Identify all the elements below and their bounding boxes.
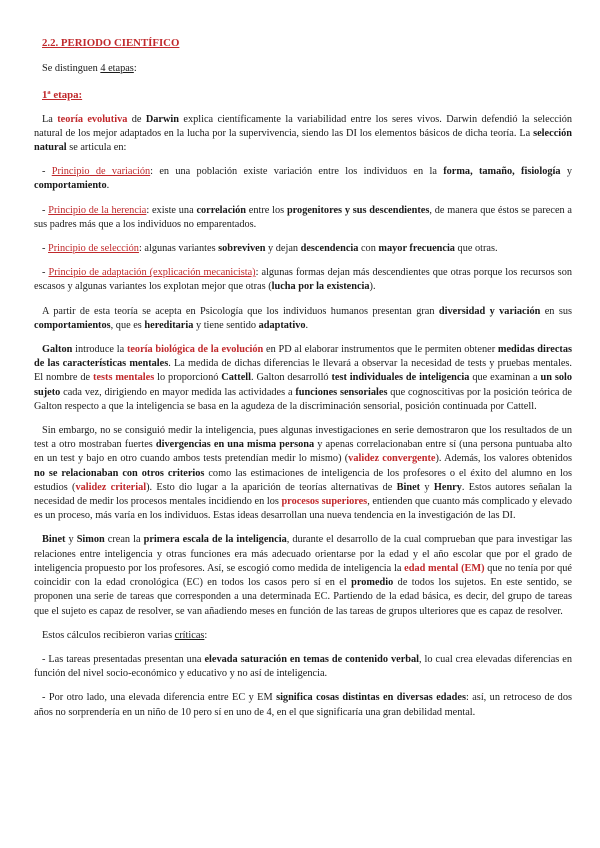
paragraph-critica-verbal (34, 653, 572, 681)
text: y (420, 481, 434, 493)
paragraph-critica-edades (34, 691, 572, 719)
term-seleccion-natural: selección natural (34, 127, 572, 154)
text: lo proporcionó (154, 372, 222, 384)
text: introduce la (72, 344, 127, 356)
text: . Galton desarrolló (251, 372, 332, 384)
term-saturacion-verbal: elevada saturación en temas de contenido verbal (204, 653, 420, 665)
text: . La medida de dichas diferencias le llevará a observar la necesidad de tests y pruebas mentales. El nombre de (34, 358, 572, 384)
text: y tiene sentido (193, 319, 259, 331)
term-comportamiento: comportamiento (34, 180, 107, 192)
text: , durante el desarrollo de la cual comprueban que para investigar las relaciones entre inteligencia y otras funciones era más adecuado orientarse por la edad y el año escolar que por el grado de inteligencia propuesto por los profesores. Así, se escogió como medida de inteligencia la (34, 534, 573, 574)
text: ). (369, 281, 376, 293)
term-adaptativo: adaptativo (258, 319, 306, 331)
term-henry: Henry (433, 481, 462, 493)
term-primera-escala: primera escala de la inteligencia (143, 534, 287, 546)
paragraph-psicologia (34, 305, 572, 333)
term-comportamientos: comportamientos (34, 319, 111, 331)
text: . (106, 180, 110, 192)
text: . Estos autores señalan la necesidad de medir los procesos mentales incidiendo en los (34, 481, 573, 508)
term-simon: Simon (76, 534, 105, 546)
term-divergencias: divergencias en una misma persona (155, 439, 315, 451)
text: , entienden que cuanto más complicado y elevado es un proceso, más varía en los individuos. Estas ideas desarrollan una nueva tendencia en la investigación de las DI. (34, 496, 572, 522)
text: ). Además, los valores obtenidos (435, 453, 572, 465)
text: - (42, 243, 49, 255)
paragraph-criticas (34, 629, 572, 643)
text: Sin embargo, no se consiguió medir la inteligencia, pues algunas investigaciones en serie demostraron que los resultados de un test a otro mostraban fuertes (34, 425, 572, 451)
text: : así, un retroceso de dos años no sorprendería en un niño de 10 pero sí en uno de 4, en el que significaría una gran debilidad mental. (34, 692, 572, 718)
text: : (204, 629, 208, 641)
term-hereditaria: hereditaria (144, 319, 194, 331)
term-medidas-directas: medidas directas de las características mentales (34, 344, 572, 370)
document-page (34, 36, 572, 720)
term-significa-cosas: significa cosas distintas en diversas edades (276, 692, 466, 704)
term-criticas: críticas (174, 629, 205, 641)
text: , que es (110, 319, 145, 331)
text: - Por otro lado, una elevada diferencia entre EC y EM (42, 692, 277, 704)
section-title: 2.2. PERIODO CIENTÍFICO (42, 37, 180, 49)
text: crean la (104, 534, 144, 546)
text: - (42, 166, 52, 178)
text: con (358, 243, 379, 255)
text: y (560, 166, 572, 178)
paragraph-darwin (34, 113, 572, 156)
paragraph-herencia (34, 204, 572, 232)
text: que otras. (454, 243, 498, 255)
term-descendencia: descendencia (300, 243, 359, 255)
text: : algunas formas dejan más descendientes que otras porque los recursos son escasos y algunas variantes los explotan mejor que otras ( (34, 267, 572, 293)
term-teoria-evolutiva: teoría evolutiva (57, 113, 128, 125)
text: explica científicamente la variabilidad entre los seres vivos. Darwin defendió la selección natural de los mejor adaptados en la lucha por la supervivencia, siendo las DI los elementos básicos de dicha teoría. La (34, 113, 572, 139)
text: . (305, 319, 309, 331)
text: de todos los sujetos. En este sentido, se proponen una serie de tareas que corresponden a una determinada EC. Partiendo de la edad básica, es decir, del grupo de tareas que el sujeto es capaz de resolver, se van añadiendo meses en función de las tareas de grupos ulteriores que es capaz de resolver. (34, 577, 572, 617)
stage-heading: 1ª etapa: (42, 89, 83, 102)
term-promedio: promedio (351, 577, 394, 589)
term-galton: Galton (42, 344, 73, 356)
text: ). Esto dio lugar a la aparición de teorías alternativas de (146, 481, 397, 493)
term-procesos-superiores: procesos superiores (281, 496, 368, 508)
text: - (42, 204, 49, 216)
text: en PD al elaborar instrumentos que le permiten obtener (263, 344, 498, 356)
text: y dejan (265, 243, 301, 255)
text: que no tenía por qué coincidir con la edad cronológica (EC) en todos los casos pero sí en el (34, 562, 573, 589)
term-correlacion: correlación (196, 204, 246, 216)
term-funciones-sensoriales: funciones sensoriales (295, 386, 388, 398)
term-un-solo-sujeto: un solo sujeto (34, 372, 573, 398)
term-no-se-relacionaban: no se relacionaban con otros criterios (34, 467, 205, 479)
paragraph-seleccion (34, 242, 572, 256)
term-principio-seleccion: Principio de selección (48, 243, 139, 255)
text: : existe una (146, 204, 197, 216)
term-binet: Binet (396, 481, 421, 493)
text: y (65, 534, 77, 546)
term-principio-adaptacion: Principio de adaptación (explicación mecanicista) (48, 267, 256, 279)
term-lucha-existencia: lucha por la existencia (271, 281, 370, 293)
term-validez-criterial: validez criterial (75, 481, 147, 493)
text: se articula en: (66, 142, 127, 154)
text: A partir de esta teoría se acepta en Psicología que los individuos humanos presentan gran (42, 305, 439, 317)
term-forma: forma, tamaño, fisiología (443, 166, 561, 178)
text: y apenas correlacionaban entre sí (una persona puntuaba alto en un test y bajo en otro cuando ambos tests pretendían medir lo mismo) ( (34, 439, 572, 465)
paragraph-binet-simon (34, 533, 572, 618)
text: - Las tareas presentadas presentan una (42, 653, 205, 665)
term-sobreviven: sobreviven (218, 243, 266, 255)
term-mayor-frecuencia: mayor frecuencia (378, 243, 455, 255)
term-teoria-biologica: teoría biológica de la evolución (126, 344, 264, 356)
term-cattell: Cattell (221, 372, 252, 384)
text: entre los (246, 204, 287, 216)
text: , lo cual crea elevadas diferencias en función del nivel socio-económico y educativo y no así de inteligencia. (34, 653, 573, 680)
text: - (42, 267, 49, 279)
text: como las estimaciones de inteligencia de los profesores o el éxito del alumno en los estudios ( (34, 467, 572, 493)
term-principio-variacion: Principio de variación (51, 166, 151, 178)
term-edad-mental: edad mental (EM) (404, 562, 485, 574)
term-principio-herencia: Principio de la herencia (48, 204, 147, 216)
paragraph-sin-embargo (34, 424, 572, 523)
intro-paragraph (34, 62, 572, 76)
text: en sus (540, 305, 572, 317)
text: : en una población existe variación entre los individuos en la (150, 166, 444, 178)
term-diversidad: diversidad y variación (438, 305, 541, 317)
text: , de manera que éstos se parecen a sus padres más que a los individuos no emparentados. (34, 204, 573, 230)
text: que cognoscitivas por la posición teórica de Galton respecto a que la inteligencia se basa en la agudeza de la discriminación sensorial, posición continuada por Cattell. (34, 386, 572, 412)
text: Se distinguen (42, 63, 101, 75)
text: cada vez, dirigiendo en mayor medida las actividades a (60, 386, 296, 398)
term-tests-mentales: tests mentales (93, 372, 155, 384)
paragraph-adaptacion (34, 266, 572, 294)
text: que examinan a (469, 372, 541, 384)
text: Estos cálculos recibieron varias (42, 629, 175, 641)
text: La (42, 113, 58, 125)
term-validez-convergente: validez convergente (348, 453, 436, 465)
paragraph-galton (34, 343, 572, 414)
term-darwin: Darwin (145, 113, 180, 125)
term-test-individuales: test individuales de inteligencia (331, 372, 470, 384)
term-progenitores: progenitores y sus descendientes (286, 204, 430, 216)
text: : (133, 63, 137, 75)
etapas-count: 4 etapas (100, 63, 134, 75)
term-binet: Binet (42, 534, 66, 546)
paragraph-variacion (34, 165, 572, 193)
text: : algunas variantes (138, 243, 219, 255)
text: de (127, 113, 146, 125)
